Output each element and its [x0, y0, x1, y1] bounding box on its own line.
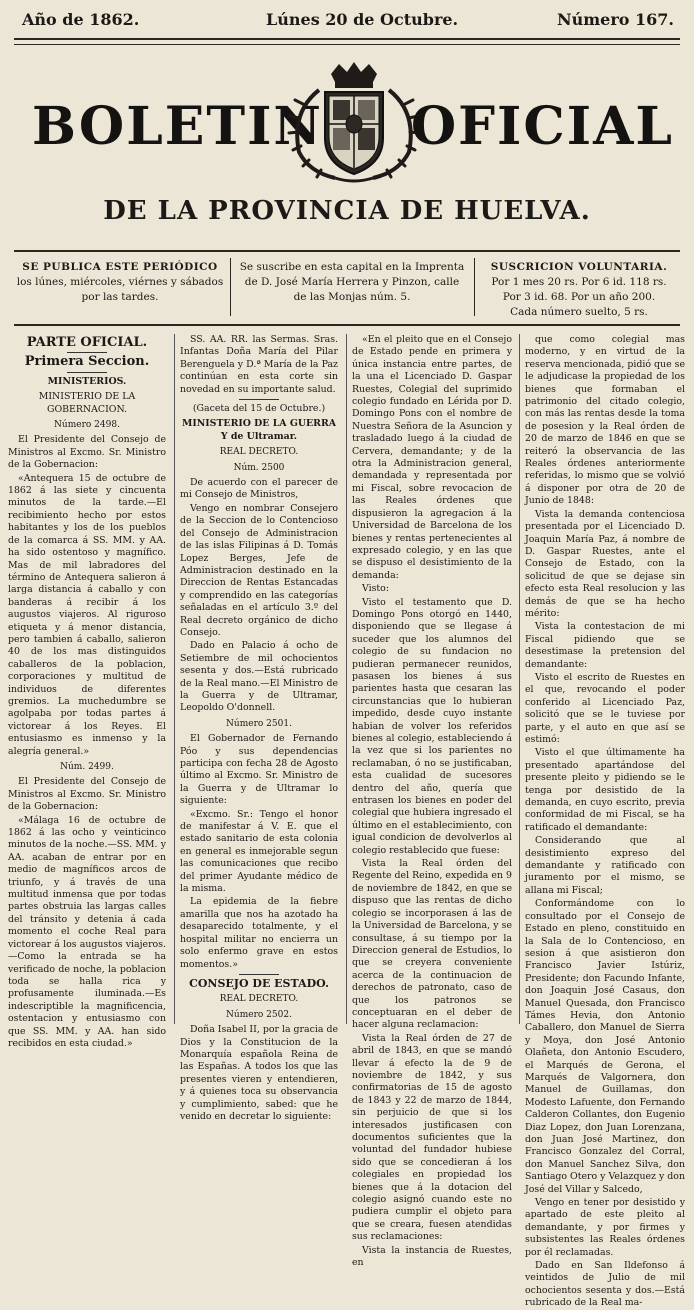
paragraph: Dado en Palacio á ocho de Setiembre de mil ochocientos sesenta y dos.—Está rubricado de la Real mano.—El Ministro de la Guerra y de Ultramar, Leopoldo O'donnell. [180, 640, 338, 714]
column-divider [346, 334, 347, 1024]
paragraph: «Excmo. Sr.: Tengo el honor de manifestar á V. E. que el estado sanitario de esta colonia en general es inmejorable segun las comunicaciones que recibo del primer Ayudante médico de la misma. [180, 808, 338, 895]
price-line-1: Por 1 mes 20 rs. Por 6 id. 118 rs. [491, 276, 667, 288]
issue-date: Lúnes 20 de Octubre. [266, 10, 459, 29]
paragraph: Visto el que últimamente ha presentado apartándose del presente pleito y pidiendo se le tenga por desistido de la demanda, en cuyo escrito, previa conformidad de mi Fiscal, se ha ratificado el demandante: [525, 747, 685, 833]
paragraph: Dado en San Ildefonso á veintidos de Julio de mil ochocientos sesenta y dos.—Está rubricado de la Real ma- [525, 1260, 685, 1309]
paragraph: Visto el testamento que D. Domingo Pons otorgó en 1440, disponiendo que se llegase á suceder que los alumnos del colegio de su fundacion no pudieran permanecer reunidos, pasasen los bienes á sus parientes hasta que cesaran las circunstancias que lo hubieran impedido, desde cuyo instante habian de volver los referidos bienes al colegio, estableciendo á la vez que si los parientes no reclamaban, ó no se justificaban, esta cualidad de sucesores dentro del año, quería que entrasen los bienes en poder del colegial que hubiera ingresado el último en el establecimiento, con igual condicion de devolverlos al colegio restablecido que fuese: [352, 596, 512, 856]
section-title: PARTE OFICIAL. [26, 335, 148, 350]
subsection-title: Primera Seccion. [24, 354, 150, 370]
paragraph: El Presidente del Consejo de Ministros al Excmo. Sr. Ministro de la Gobernacion: [8, 434, 166, 471]
issue-number: Número 167. [556, 10, 674, 29]
notice-number: Número 2502. [226, 1009, 292, 1020]
column-divider [174, 334, 175, 1024]
paragraph: «En el pleito que en el Consejo de Estado pende en primera y única instancia entre partes, de la una el Licenciado D. Gaspar Ruestes, Colegial del suprimido colegio fundado en Lérida por D. Domingo Pons con el nombre de Nuestra Señora de la Asuncion y trasladado luego á la ciudad de Cervera, demandante; y de la otra la Administracion general, demandada y representada por mi Fiscal, sobre revocacion de las Reales órdenes que dispusieron la agregacion á la Universidad de Barcelona de los bienes y rentas pertenecientes al expresado colegio, y en las que se dispuso el desistimiento de la demanda: [352, 334, 512, 581]
paragraph: Vista la Real órden del Regente del Reino, expedida en 9 de noviembre de 1842, en que se dispuso que las rentas de dicho colegio se incorporasen á las de la Universidad de Barcelona, y se consultase, á su tiempo por la Direccion general de Estudios, lo que se creyera conveniente acerca de la continuacion de derechos de patronato, caso de que los patronos se conceptuaran en el deber de hacer alguna reclamacion: [352, 858, 512, 1031]
periodicity-line-1: SE PUBLICA ESTE PERIÓDICO [22, 261, 218, 273]
paragraph: El Gobernador de Fernando Póo y sus dependencias participa con fecha 28 de Agosto último al Excmo. Sr. Ministro de la Guerra y de Ultramar lo siguiente: [180, 733, 338, 807]
column-4 [525, 334, 685, 1309]
publication-info-bar [14, 258, 680, 320]
paragraph: El Presidente del Consejo de Ministros al Excmo. Sr. Ministro de la Gobernacion: [8, 776, 166, 813]
masthead [14, 60, 680, 195]
paragraph: «Málaga 16 de octubre de 1862 á las ocho y veinticinco minutos de la noche.—SS. MM. y AA. acaban de entrar por en medio de magníficos arcos de triunfo, y á través de una multitud inmensa que por todas partes obstruia las largas calles del tránsito y detenia á cada momento el coche Real para victorear á los augustos viajeros.—Como la entrada se ha verificado de noche, la poblacion toda se halla rica y profusamente iluminada.—Es indescriptible la magnificencia, ostentacion y entusiasmo con que SS. MM. y AA. han sido recibidos en esta ciudad.» [8, 814, 166, 1049]
subscription-line-1: Se suscribe en esta capital en la Imprenta [239, 261, 465, 273]
masthead-word-right: OFICIAL [410, 96, 674, 157]
column-1 [8, 334, 166, 1049]
notice-number: Núm. 2500 [233, 462, 285, 473]
decree-heading: REAL DECRETO. [219, 994, 299, 1005]
paragraph: SS. AA. RR. las Sermas. Sras. Infantas Doña María del Pilar Berenguela y D.ª María de la Paz continúan en esta corte sin novedad en su importante salud. [180, 334, 338, 395]
ornament-rule [239, 399, 279, 400]
paragraph: Vista la instancia de Ruestes, en [352, 1244, 512, 1269]
paragraph: Doña Isabel II, por la gracia de Dios y la Constitucion de la Monarquía española Reina de las Españas. A todos los que las presentes vieren y entendieren, y á quienes toca su observancia y cumplimiento, sabed: que he venido en decretar lo siguiente: [180, 1024, 338, 1122]
price-line-2: Por 3 id. 68. Por un año 200. [502, 291, 656, 303]
paragraph: Vista la contestacion de mi Fiscal pidiendo que se desestimase la pretension del demandante: [525, 621, 685, 670]
paragraph: Considerando que al desistimiento expreso del demandante y ratificado con juramento por el mismo, se allana mi Fiscal; [525, 835, 685, 896]
council-heading: CONSEJO DE ESTADO. [189, 976, 329, 990]
column-2 [180, 334, 338, 1122]
paragraph: La epidemia de la fiebre amarilla que nos ha azotado ha desaparecido totalmente, y el hospital militar no encierra un solo enfermo grave en estos momentos.» [180, 896, 338, 970]
prices-title: SUSCRICION VOLUNTARIA. [490, 261, 668, 273]
masthead-subtitle: DE LA PROVINCIA DE HUELVA. [103, 196, 591, 226]
issue-year: Año de 1862. [22, 10, 140, 29]
notice-number: Número 2501. [226, 718, 292, 729]
periodicity-notice [14, 260, 226, 305]
article-columns [8, 334, 688, 1309]
ministry-heading: MINISTERIO DE LA GOBERNACION. [38, 391, 136, 415]
info-divider-1 [230, 258, 231, 316]
paragraph: Conformándome con lo consultado por el Consejo de Estado en pleno, constituido en la Sala de lo Contencioso, en sesion á que asistieron don Francisco Javier Istúriz, Presidente; don Facundo Infante, don Joaquin José Casaus, don Manuel Quesada, don Francisco Támes Hevia, don Antonio Caballero, don Manuel de Sierra y Moya, don José Antonio Olañeta, don Antonio Escudero, el Marqués de Gerona, el Marqués de Valgornera, don Manuel de Guillamas, don Modesto Lafuente, don Fernando Calderon Collantes, don Eugenio Diaz Lopez, don Juan Lorenzana, don Juan José Martinez, don Francisco Gonzalez del Corral, don Manuel Sanchez Silva, don Santiago Otero y Velazquez y don José del Villar y Salcedo, [525, 898, 685, 1195]
paragraph: Vengo en tener por desistido y apartado de este pleito al demandante, y por firmes y subsistentes las Reales órdenes por él reclamadas. [525, 1197, 685, 1258]
subscription-prices [478, 260, 680, 320]
column-3 [352, 334, 512, 1269]
subscription-place [234, 260, 470, 305]
paragraph: Vista la demanda contenciosa presentada por el Licenciado D. Joaquin María Paz, á nombre de D. Gaspar Ruestes, ante el Consejo de Estado, con la solicitud de que se dejase sin efecto esta Real resolucion y las demás de que se ha hecho mérito: [525, 508, 685, 619]
paragraph: De acuerdo con el parecer de mi Consejo de Ministros, [180, 477, 338, 501]
ornament-rule [67, 372, 107, 373]
header-rule-thin [14, 44, 680, 45]
info-divider-2 [474, 258, 475, 316]
decree-heading: REAL DECRETO. [219, 447, 299, 458]
ornament-rule [67, 352, 107, 353]
price-line-3: Cada número suelto, 5 rs. [510, 306, 648, 318]
header-rule [14, 38, 680, 40]
subscription-line-3: de las Monjas núm. 5. [293, 291, 411, 303]
info-rule-bottom [14, 324, 680, 326]
paragraph: Visto: [362, 583, 389, 595]
paragraph: Visto el escrito de Ruestes en el que, revocando el poder conferido al Licenciado Paz, solicitó que se le tuviese por parte, y el auto en que así se estimó: [525, 671, 685, 745]
column-divider [519, 334, 520, 1024]
notice-number: Número 2498. [54, 420, 120, 431]
masthead-word-left: BOLETIN [32, 96, 323, 157]
issue-line [14, 10, 680, 32]
info-rule-top [14, 250, 680, 252]
periodicity-line-2: los lúnes, miércoles, viérnes y sábados [16, 276, 224, 288]
gazette-reference: (Gaceta del 15 de Octubre.) [192, 403, 326, 415]
periodicity-line-3: por las tardes. [81, 291, 159, 303]
paragraph: Vengo en nombrar Consejero de la Seccion de lo Contencioso del Consejo de Administracion de las islas Filipinas á D. Tomás Lopez Berges, Jefe de Administracion destinado en la Direccion de Rentas Estancadas y comprendido en las categorías señaladas en el artículo 3.º del Real decreto orgánico de dicho Consejo. [180, 502, 338, 638]
notice-number: Núm. 2499. [60, 762, 114, 772]
subscription-line-2: de D. José María Herrera y Pinzon, calle [244, 276, 460, 288]
paragraph: «Antequera 15 de octubre de 1862 á las siete y cincuenta minutos de la tarde.—El recibimiento hecho por estos habitantes y los de los pueblos de la comarca á SS. MM. y AA. ha sido ostentoso y magnífico. Mas de mil labradores del término de Antequera salieron á larga distancia á caballo y con banderas á recibir á los augustos viajeros. Al riguroso etiqueta y á menor distancia, pero tambien á caballo, salieron 40 de los mas distinguidos caballeros de la poblacion, corporaciones y multitud de individuos de diferentes gremios. La muchedumbre se agolpaba por todas partes á victorear á los Reyes. El entusiasmo es inmenso y la alegría general.» [8, 472, 166, 757]
ministries-heading: MINISTERIOS. [47, 375, 127, 387]
ornament-rule [239, 974, 279, 975]
ministry-heading: MINISTERIO DE LA GUERRA Y de Ultramar. [181, 418, 337, 442]
paragraph: que como colegial mas moderno, y en virtud de la reserva mencionada, pidió que se le adjudicase la propiedad de los bienes que formaban el patrimonio del citado colegio, con más las rentas desde la toma de posesion y la Real órden de 20 de marzo de 1846 en que se reiteró la observancia de las Reales órdenes anteriormente referidas, lo mismo que se volvió á disponer por otra de 20 de Junio de 1848: [525, 334, 685, 507]
paragraph: Vista la Real órden de 27 de abril de 1843, en que se mandó llevar á efecto la de 9 de noviembre de 1842, y sus confirmatorias de 15 de agosto de 1843 y 22 de marzo de 1844, sin perjuicio de que si los interesados justificasen con documentos suficientes que la voluntad del fundador hubiese sido que se concedieran á los colegiales en propiedad los bienes que á la dotacion del colegio asignó cuando este no pudiera cumplir el objeto para que se creara, fuesen atendidas sus reclamaciones: [352, 1032, 512, 1243]
